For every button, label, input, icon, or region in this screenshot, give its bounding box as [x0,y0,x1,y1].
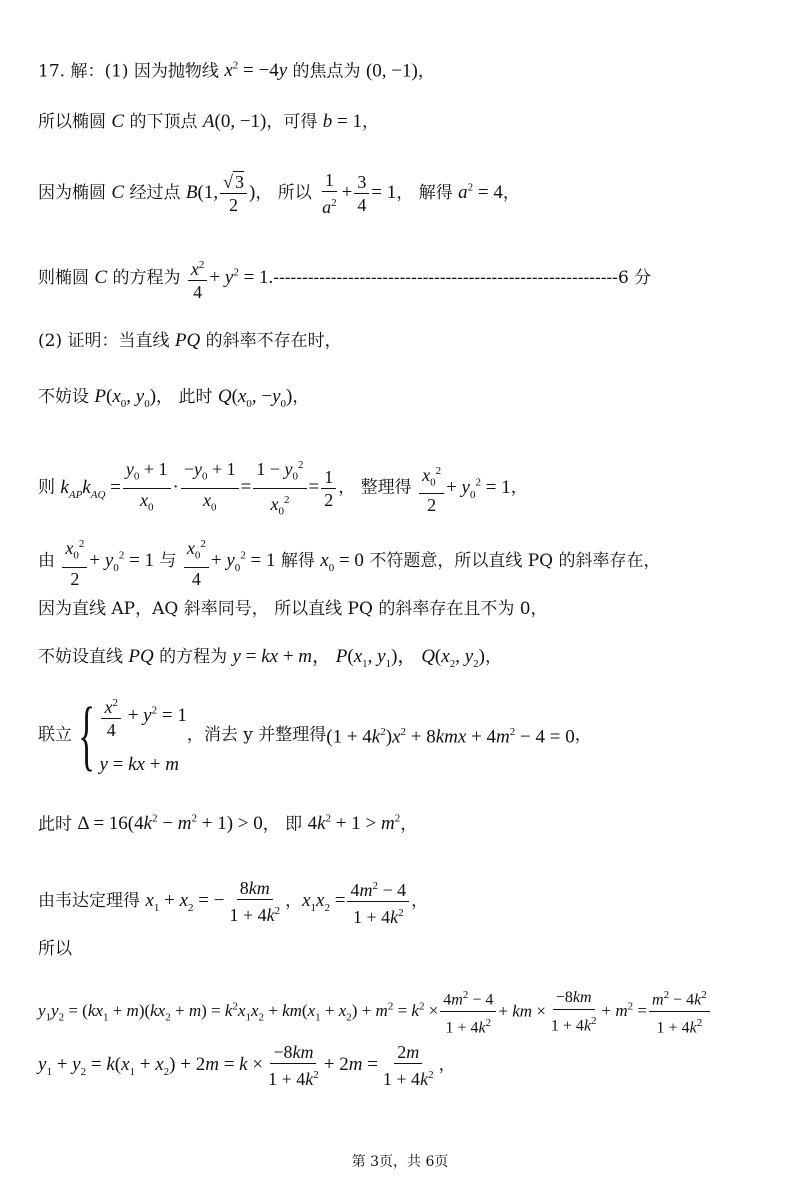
line-6: 不妨设 $P(x_0$, $y_0$)， 此时 $Q(x_0$, $-y_0$)， [38,386,310,410]
line-4: 则椭圆 C 的方程为 $\frac{x^2}{4}$ + $y^2 = 1.------------------------------------------------------------6$ 分 [38,255,651,302]
line-12: 此时 $\Delta = 16(4k^2 - m^2 + 1) > 0$， 即 $4k^2 + 1 > m^2$， [38,813,418,835]
line-8: 由 $\frac{x_0^2}{2}$ + $y_0^2 = 1$ 与 $\frac{x_0^2}{4}$ + $y_0^2 = 1$ 解得 $x_0 = 0$ 不符题意，所以直线 PQ 的斜率存在， [38,534,661,589]
line-3: 因为椭圆 C 经过点 B(1, $\frac{√ 3}{2}$ )， 所以 $\frac{1}{a^2}$ + $\frac{3}{4}$ = 1， 解得 $a^2 = 4$， [38,170,520,217]
equation-system: { $\frac{x^2}{4}$ + $y^2 = 1$ y = kx + m [78,690,187,778]
line-11: 联立 { $\frac{x^2}{4}$ + $y^2 = 1$ y = kx + m ，消去 y 并整理得 $(1 + 4k^2)x^2 + 8kmx + 4m^2 - 4 = 0$ ， [38,690,592,778]
line-13: 由韦达定理得 $x_1 + x_2$ = − $\frac{8km}{1 + 4k^2}$ ，$x_1x_2$ = $\frac{4m^2 - 4}{1 + 4k^2}$ ， [38,878,429,927]
line-10: 不妨设直线 PQ 的方程为 y = kx + m， $P(x_1$, $y_1$)， $Q(x_2$, $y_2$)， [38,646,502,670]
line-16: $y_1 + y_2 = k(x_1 + x_2) + 2m = k$ × $\frac{-8km}{1 + 4k^2}$ + 2m = $\frac{2m}{1 + 4k^2}$ ， [38,1042,456,1089]
page-footer: 第 3页，共 6页 [351,1154,449,1170]
line-15: $y_1y_2 = (kx_1 + m)(kx_2 + m) = k^2x_1x_2 + km(x_1 + x_2) + m^2 = k^2$ × $\frac{4m^2 - 4}{1 + 4k^2}$ + km × $\frac{-8km}{1 + 4k^2}$ + $m^2$ = $\frac{m^2 - 4k^2}{1 + 4k^2}$ [38,985,712,1039]
line-9: 因为直线 AP，AQ 斜率同号， 所以直线 PQ 的斜率存在且不为 0， [38,599,548,619]
line-5: (2) 证明：当直线 PQ 的斜率不存在时， [38,330,342,351]
line-1: 17. 解：(1) 因为抛物线 $x^2 = -4y$ 的焦点为 (0, −1)， [38,60,435,82]
line-7: 则 $k_{AP}k_{AQ}$ = $\frac{y_0 + 1}{x_0}$ · $\frac{-y_0 + 1}{x_0}$ = $\frac{1 - y_0^2}{x_0^2}$ = $\frac{1}{2}$ ， 整理得 $\frac{x_0^2}{2}$ + $y_0^2 = 1$， [38,455,528,521]
line-2: 所以椭圆 C 的下顶点 A(0, −1)，可得 b = 1， [38,111,380,132]
line-14: 所以 [38,939,72,959]
